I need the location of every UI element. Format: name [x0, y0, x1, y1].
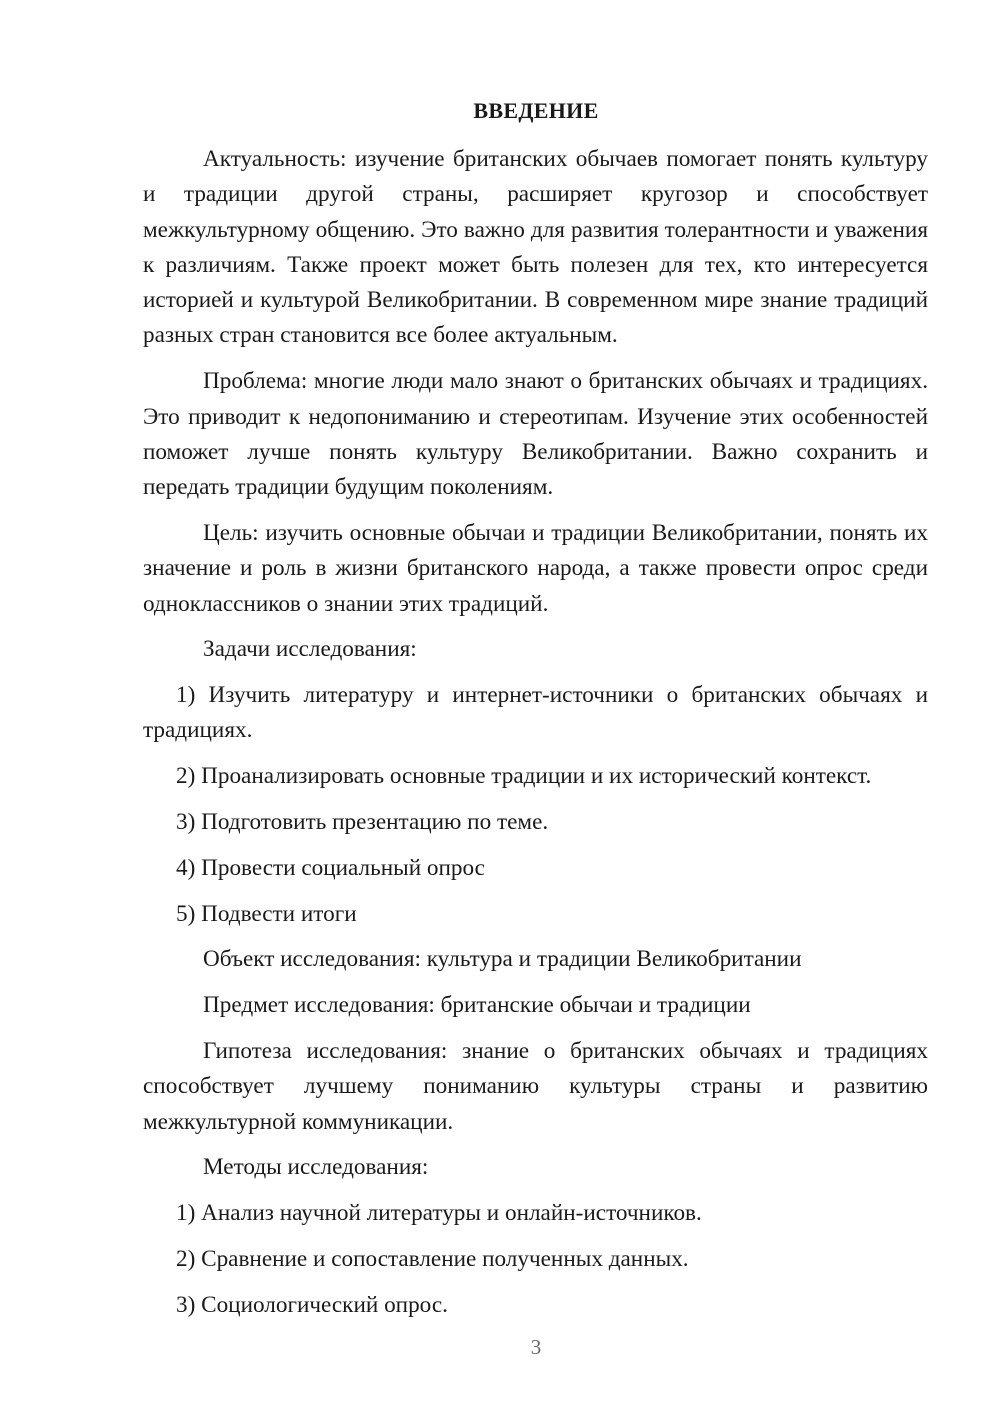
- list-item-task: 2) Проанализировать основные традиции и их исторический контекст.: [176, 763, 872, 790]
- paragraph-problem: Проблема: многие люди мало знают о британских обычаях и традициях. Это приводит к недопониманию и стереотипам. Изучение этих особенностей поможет лучше понять культуру Великобритании. Важно сохранить и передать традиции будущим поколениям.: [143, 368, 928, 501]
- list-item-task: 4) Провести социальный опрос: [176, 854, 485, 881]
- list-item-task: 3) Подготовить презентацию по теме.: [176, 809, 549, 836]
- list-item-method: 1) Анализ научной литературы и онлайн-источников.: [176, 1200, 702, 1227]
- list-item-task: 5) Подвести итоги: [176, 900, 357, 927]
- methods-heading: Методы исследования:: [203, 1154, 429, 1181]
- page-number: 3: [530, 1335, 542, 1359]
- list-item-method: 2) Сравнение и сопоставление полученных данных.: [176, 1246, 689, 1273]
- section-title: ВВЕДЕНИЕ: [473, 98, 599, 123]
- paragraph-relevance: Актуальность: изучение британских обычаев помогает понять культуру и традиции другой страны, расширяет кругозор и способствует межкультурному общению. Это важно для развития толерантности и уважения к различиям. Также проект может быть полезен для тех, кто интересуется историей и культурой Великобритании. В современном мире знание традиций разных стран становится все более актуальным.: [143, 146, 928, 349]
- list-item-task: 1) Изучить литературу и интернет-источники о британских обычаях и традициях.: [143, 682, 928, 744]
- paragraph-subject: Предмет исследования: британские обычаи и традиции: [203, 992, 751, 1019]
- paragraph-object: Объект исследования: культура и традиции Великобритании: [203, 946, 802, 973]
- tasks-heading: Задачи исследования:: [203, 636, 417, 663]
- paragraph-hypothesis: Гипотеза исследования: знание о британских обычаях и традициях способствует лучшему пониманию культуры страны и развитию межкультурной коммуникации.: [143, 1038, 928, 1135]
- body-text: [143, 142, 928, 1323]
- list-item-method: 3) Социологический опрос.: [176, 1291, 448, 1318]
- paragraph-goal: Цель: изучить основные обычаи и традиции Великобритании, понять их значение и роль в жизни британского народа, а также провести опрос среди одноклассников о знании этих традиций.: [143, 519, 928, 617]
